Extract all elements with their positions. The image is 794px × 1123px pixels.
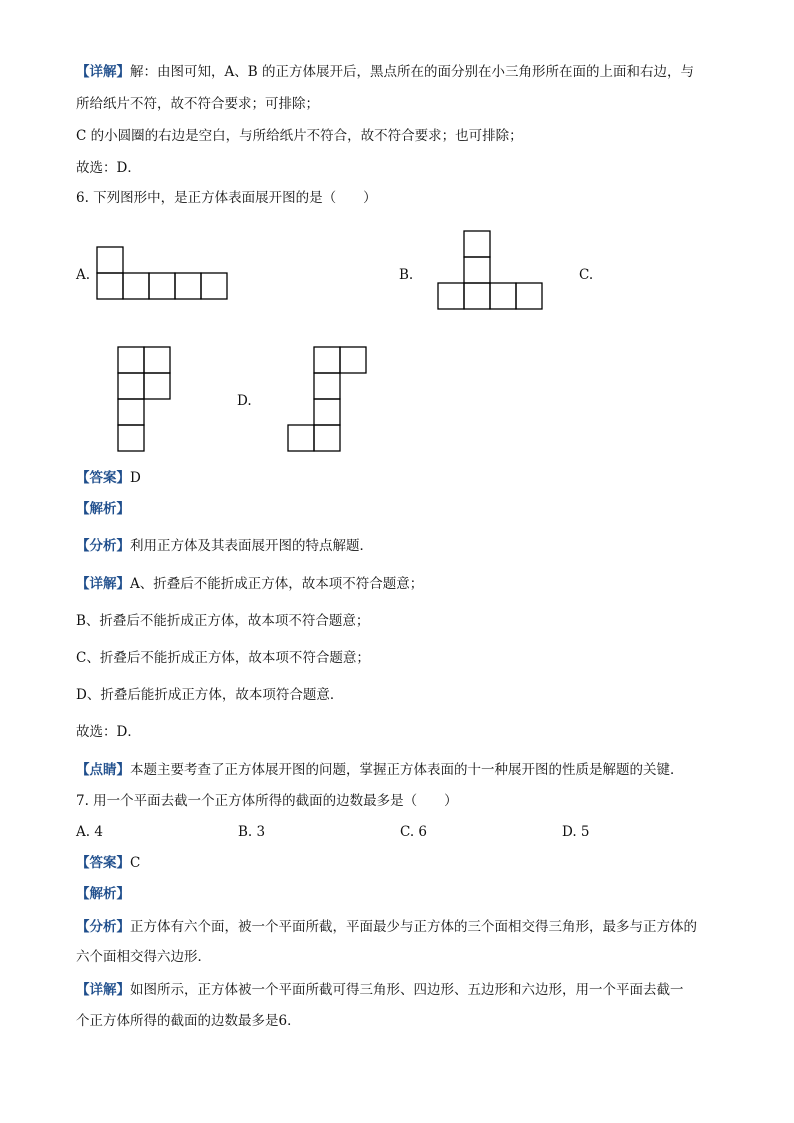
- q6-comment: [76, 761, 684, 779]
- q7-option-c: C. 6: [400, 824, 428, 840]
- fenxi-tag: 【分析】: [76, 919, 130, 935]
- q7-stem: 7. 用一个平面去截一个正方体所得的截面的边数最多是（ ）: [76, 793, 458, 809]
- q6-answer: [76, 469, 141, 487]
- fenxi-tag: 【分析】: [76, 538, 130, 554]
- q6-figure-d: [287, 346, 369, 454]
- s5-detail-line-3: C 的小圆圈的右边是空白，与所给纸片不符合，故不符合要求；也可排除；: [76, 128, 523, 144]
- q6-figure-a: [96, 246, 231, 301]
- detail-tag: 【详解】: [76, 576, 130, 592]
- q7-fenxi-line-1: [76, 918, 697, 936]
- q6-option-c-label: C.: [579, 267, 594, 283]
- q6-detail-a-text: A、折叠后不能折成正方体，故本项不符合题意；: [130, 576, 424, 592]
- q6-answer-value: D: [130, 470, 141, 486]
- q6-option-b-label: B.: [399, 267, 414, 283]
- q6-fenxi-text: 利用正方体及其表面展开图的特点解题．: [130, 538, 373, 554]
- answer-tag: 【答案】: [76, 470, 130, 486]
- detail-tag: 【详解】: [76, 982, 130, 998]
- q7-analysis-tag: 【解析】: [76, 886, 130, 902]
- q7-fenxi-text-1: 正方体有六个面，被一个平面所截，平面最少与正方体的三个面相交得三角形，最多与正方体的: [130, 919, 697, 935]
- answer-tag: 【答案】: [76, 855, 130, 871]
- q6-option-d-label: D.: [237, 393, 252, 409]
- q7-detail-line-2: 个正方体所得的截面的边数最多是6．: [76, 1013, 301, 1029]
- q6-figure-c: [117, 346, 173, 454]
- s5-choose: 故选：D．: [76, 160, 141, 176]
- q7-answer: [76, 854, 140, 872]
- q6-comment-text: 本题主要考查了正方体展开图的问题，掌握正方体表面的十一种展开图的性质是解题的关键．: [130, 762, 684, 778]
- comment-tag: 【点睛】: [76, 762, 130, 778]
- q6-fenxi: [76, 537, 373, 555]
- q7-answer-value: C: [130, 855, 141, 871]
- q7-option-b: B. 3: [238, 824, 266, 840]
- q7-detail-text-1: 如图所示，正方体被一个平面所截可得三角形、四边形、五边形和六边形，用一个平面去截一: [130, 982, 684, 998]
- q6-detail-b: B、折叠后不能折成正方体，故本项不符合题意；: [76, 613, 370, 629]
- q7-fenxi-line-2: 六个面相交得六边形．: [76, 949, 211, 965]
- s5-detail-text-1: 解：由图可知，A、B 的正方体展开后，黑点所在的面分别在小三角形所在面的上面和右边，与: [130, 64, 694, 80]
- q6-stem: 6. 下列图形中，是正方体表面展开图的是（ ）: [76, 190, 377, 206]
- q6-option-a-label: A.: [76, 267, 91, 283]
- q6-figure-b: [437, 230, 547, 312]
- q7-option-a: A. 4: [76, 824, 103, 840]
- q6-analysis-tag: 【解析】: [76, 501, 130, 517]
- q7-option-d: D. 5: [562, 824, 590, 840]
- s5-detail-line-1: [76, 63, 694, 81]
- q6-detail-c: C、折叠后不能折成正方体，故本项不符合题意；: [76, 650, 370, 666]
- q6-detail-a: [76, 575, 423, 593]
- detail-tag: 【详解】: [76, 64, 130, 80]
- s5-detail-line-2: 所给纸片不符，故不符合要求；可排除；: [76, 96, 319, 112]
- q6-detail-d: D、折叠后能折成正方体，故本项符合题意．: [76, 687, 344, 703]
- q6-choose: 故选：D．: [76, 724, 141, 740]
- q7-detail-line-1: [76, 981, 684, 999]
